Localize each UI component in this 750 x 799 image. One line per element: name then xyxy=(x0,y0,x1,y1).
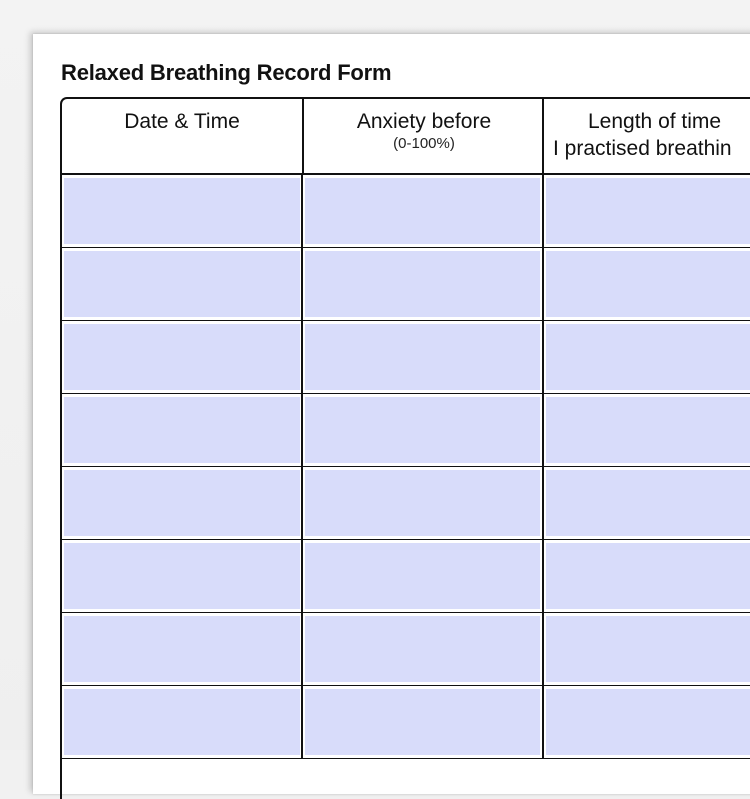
header-date-time xyxy=(62,99,302,173)
date-time-input-cell[interactable] xyxy=(64,397,300,463)
column-divider xyxy=(542,248,544,321)
record-table xyxy=(60,97,750,799)
column-divider xyxy=(542,394,544,467)
date-time-input-cell[interactable] xyxy=(64,543,300,609)
column-divider xyxy=(301,175,303,248)
table-row xyxy=(62,394,750,467)
anxiety-before-input-cell[interactable] xyxy=(305,616,540,682)
header-length-of-time xyxy=(542,99,750,173)
length-of-time-input-cell[interactable] xyxy=(546,178,750,244)
column-divider xyxy=(542,175,544,248)
header-anxiety-before-label: Anxiety before xyxy=(356,110,492,133)
table-row xyxy=(62,686,750,759)
column-divider xyxy=(301,467,303,540)
anxiety-before-input-cell[interactable] xyxy=(305,689,540,755)
column-divider xyxy=(301,613,303,686)
anxiety-before-input-cell[interactable] xyxy=(305,543,540,609)
date-time-input-cell[interactable] xyxy=(64,324,300,390)
date-time-input-cell[interactable] xyxy=(64,178,300,244)
length-of-time-input-cell[interactable] xyxy=(546,543,750,609)
length-of-time-input-cell[interactable] xyxy=(546,324,750,390)
anxiety-before-input-cell[interactable] xyxy=(305,178,540,244)
column-divider xyxy=(542,321,544,394)
anxiety-before-input-cell[interactable] xyxy=(305,324,540,390)
header-anxiety-before-sub: (0-100%) xyxy=(393,135,455,152)
column-divider xyxy=(542,540,544,613)
column-divider xyxy=(301,540,303,613)
column-divider xyxy=(542,613,544,686)
form-page xyxy=(33,34,750,794)
date-time-input-cell[interactable] xyxy=(64,689,300,755)
column-divider xyxy=(301,686,303,759)
date-time-input-cell[interactable] xyxy=(64,470,300,536)
table-row xyxy=(62,248,750,321)
table-row xyxy=(62,321,750,394)
table-header-row xyxy=(62,99,750,175)
anxiety-before-input-cell[interactable] xyxy=(305,251,540,317)
form-title: Relaxed Breathing Record Form xyxy=(61,60,392,85)
table-row xyxy=(62,175,750,248)
length-of-time-input-cell[interactable] xyxy=(546,251,750,317)
date-time-input-cell[interactable] xyxy=(64,616,300,682)
anxiety-before-input-cell[interactable] xyxy=(305,397,540,463)
header-length-of-time-line2: I practised breathin xyxy=(553,137,732,160)
table-body xyxy=(62,175,750,759)
column-divider xyxy=(301,248,303,321)
anxiety-before-input-cell[interactable] xyxy=(305,470,540,536)
header-anxiety-before xyxy=(302,99,544,173)
header-length-of-time-label: Length of time xyxy=(588,110,722,133)
column-divider xyxy=(542,686,544,759)
length-of-time-input-cell[interactable] xyxy=(546,397,750,463)
column-divider xyxy=(542,467,544,540)
column-divider xyxy=(301,321,303,394)
date-time-input-cell[interactable] xyxy=(64,251,300,317)
header-date-time-label: Date & Time xyxy=(124,110,240,133)
length-of-time-input-cell[interactable] xyxy=(546,470,750,536)
length-of-time-input-cell[interactable] xyxy=(546,616,750,682)
table-row xyxy=(62,613,750,686)
length-of-time-input-cell[interactable] xyxy=(546,689,750,755)
table-row xyxy=(62,467,750,540)
column-divider xyxy=(301,394,303,467)
table-row xyxy=(62,540,750,613)
